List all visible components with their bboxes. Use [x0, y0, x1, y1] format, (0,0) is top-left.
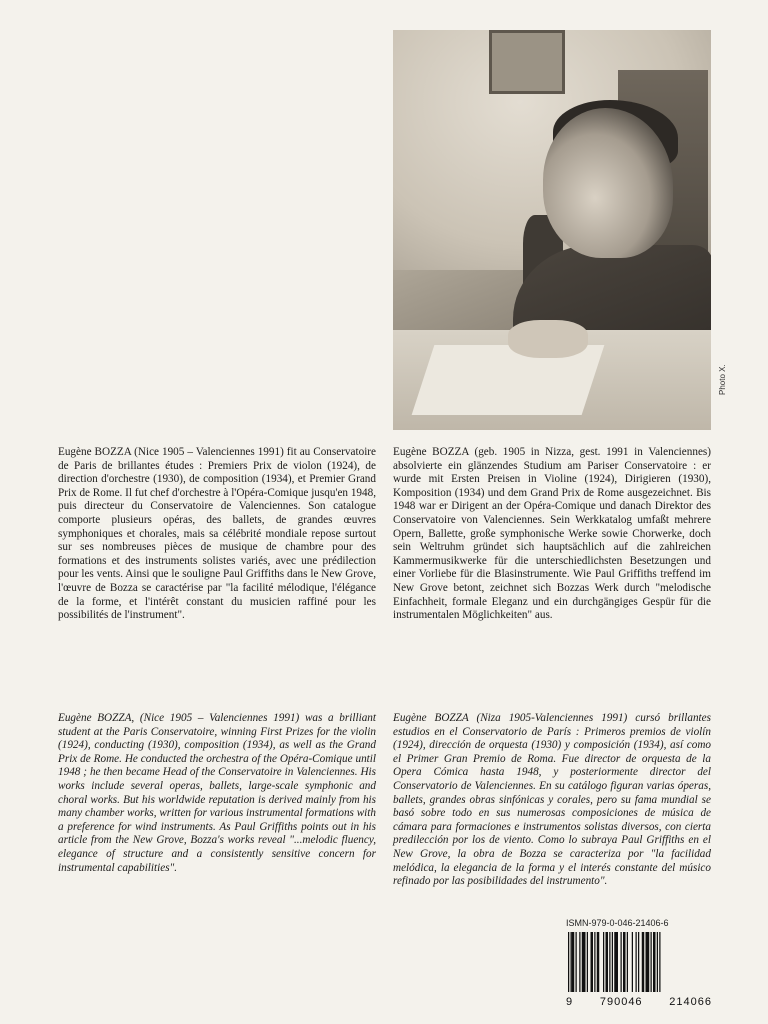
barcode-bar — [642, 932, 645, 992]
barcode-bar — [594, 932, 595, 992]
biography-french: Eugène BOZZA (Nice 1905 – Valenciennes 1991) fit au Conservatoire de Paris de brillantes études : Premiers Prix de violon (1924), de direction d'orchestre (1930), de composition (1934), et Premier Grand Prix de Rome. Il fut chef d'orchestre à l'Opéra-Comique jusqu'en 1948, puis directeur du Conservatoire de Valenciennes. Son catalogue comporte plusieurs opéras, des ballets, de grandes œuvres symphoniques et chorales, mais sa célébrité mondiale repose surtout sur ses nombreuses pièces de musique de chambre pour des formations et des instruments solistes variés, avec une prédilection pour les vents. Ainsi que le souligne Paul Griffiths dans le New Grove, l'œuvre de Bozza se caractérise par "la facilité mélodique, l'élégance de la forme, et l'intérêt constant du musicien raffiné pour les possibilités de l'instrument". — [58, 446, 376, 622]
barcode-bar — [646, 932, 650, 992]
barcode-bar — [636, 932, 637, 992]
barcode-bar — [659, 932, 660, 992]
barcode-bar — [587, 932, 588, 992]
barcode-bar — [606, 932, 609, 992]
barcode-bar — [623, 932, 626, 992]
barcode-bar — [651, 932, 652, 992]
portrait-photo — [393, 30, 711, 430]
biography-english: Eugène BOZZA, (Nice 1905 – Valenciennes 1991) was a brilliant student at the Paris Conservatoire, winning First Prizes for the violin (1924), conducting (1930), composition (1934), as well as the Grand Prix de Rome. He conducted the orchestra of the Opéra-Comique until 1948 ; he then became Head of the Conservatoire in Valenciennes. His works include several operas, ballets, large-scale symphonic and choral works. But his worldwide reputation is derived mainly from his many chamber works, written for various instrumental formations with a preference for wind instruments. As Paul Griffiths points out in his article from the New Grove, Bozza's works reveal "...melodic fluency, elegance of structure and a consistently sensitive concern for instrumental capabilities". — [58, 712, 376, 874]
biography-german: Eugène BOZZA (geb. 1905 in Nizza, gest. 1991 in Valenciennes) absolvierte ein glänzendes Studium am Pariser Conservatoire : er wurde mit Ersten Preisen in Violine (1924), Dirigieren (1930), Komposition (1934) und dem Grand Prix de Rome ausgezeichnet. Bis 1948 war er Dirigent an der Opéra-Comique und danach Direktor des Conservatoire von Valenciennes. Sein Werkkatalog umfaßt mehrere Opern, Ballette, große symphonische Werke sowie Chorwerke, doch sein Weltruhm gründet sich hauptsächlich auf die zahlreichen Kammermusikwerke für die unterschiedlichsten Besetzungen und einer Vorliebe für die Blasinstrumente. Wie Paul Griffiths treffend im New Grove betont, zeichnet sich Bozzas Werk durch "melodische Einfachheit, formale Eleganz und ein durchgängiges Gespür für die instrumentalen Möglichkeiten" aus. — [393, 446, 711, 622]
photo-credit: Photo X. — [718, 364, 727, 395]
barcode-bar — [576, 932, 577, 992]
barcode-bar — [603, 932, 604, 992]
barcode-digits-left: 790046 — [599, 996, 643, 1008]
barcode-bar — [579, 932, 580, 992]
barcode-bar — [657, 932, 658, 992]
barcode-bar — [612, 932, 613, 992]
barcode-bar — [632, 932, 633, 992]
barcode-bar — [572, 932, 575, 992]
barcode-bar — [591, 932, 594, 992]
barcode-bar — [638, 932, 639, 992]
barcode — [566, 932, 712, 992]
barcode-bar — [568, 932, 569, 992]
barcode-bar — [614, 932, 618, 992]
barcode-bar — [597, 932, 600, 992]
barcode-bar — [582, 932, 586, 992]
barcode-bar — [627, 932, 628, 992]
biography-spanish: Eugène BOZZA (Niza 1905-Valenciennes 1991) cursó brillantes estudios en el Conservatorio de París : Primeros premios de violín (1924), dirección de orquesta (1930) y composición (1934), así como el Primer Gran Premio de Roma. Fue director de orquesta de la Opera Cómica hasta 1948, y posteriormente director del Conservatorio de Valenciennes. En su catálogo figuran varias óperas, ballets, grandes obras sinfónicas y corales, pero su fama mundial se basó sobre todo en sus numerosas composiciones de música de cámara para formaciones e instrumentos solistas diversos, con cierta predilección por los de viento. Como lo subraya Paul Griffiths en el New Grove, la obra de Bozza se caracteriza por "la facilidad melódica, la elegancia de la forma y el interés constante del músico refinado por las posibilidades del instrumento". — [393, 712, 711, 888]
barcode-bar — [621, 932, 622, 992]
ismn-number: ISMN-979-0-046-21406-6 — [566, 918, 669, 928]
barcode-bar — [609, 932, 610, 992]
barcode-digits — [566, 996, 712, 1008]
barcode-digits-right: 214066 — [669, 996, 712, 1008]
barcode-bar — [653, 932, 656, 992]
barcode-bar — [571, 932, 572, 992]
barcode-digit-first: 9 — [566, 996, 574, 1008]
